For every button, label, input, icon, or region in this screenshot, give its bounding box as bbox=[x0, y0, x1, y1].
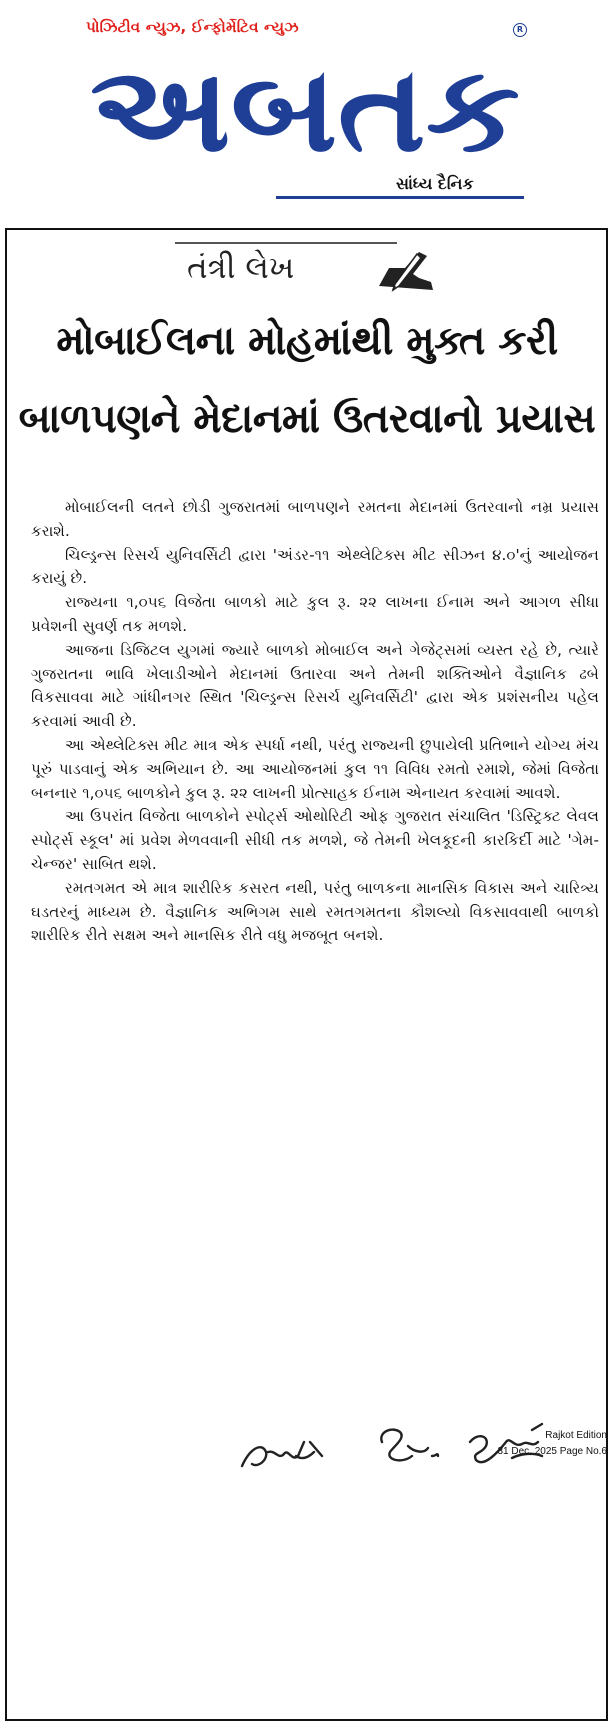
headline-line-2: બાળપણને મેદાનમાં ઉતરવાનો પ્રયાસ bbox=[18, 396, 596, 442]
newspaper-logo bbox=[80, 22, 530, 172]
section-label-text: તંત્રી લેખ bbox=[187, 250, 295, 286]
paragraph: આજના ડિજિટલ યુગમાં જ્યારે બાળકો મોબાઈલ અને ગેજેટ્સમાં વ્યસ્ત રહે છે, ત્યારે ગુજરાતના ભાવિ ખેલાડીઓને મેદાનમાં ઉતારવા અને તેમની શક્તિઓને વૈજ્ઞાનિક ઢબે વિકસાવવા માટે ગાંધીનગર સ્થિત 'ચિલ્ડ્રન્સ રિસર્ચ યુનિવર્સિટી' દ્વારા એક પ્રશંસનીય પહેલ કરવામાં આવી છે. bbox=[31, 640, 599, 731]
paragraph: રમતગમત એ માત્ર શારીરિક કસરત નથી, પરંતુ બાળકના માનસિક વિકાસ અને ચારિત્ર્ય ઘડતરનું માધ્યમ છે. વૈજ્ઞાનિક અભિગમ સાથે રમતગમતના કૌશલ્યો વિકસાવવાથી બાળકો શારીરિક રીતે સક્ષમ અને માનસિક રીતે વધુ મજબૂત બનશે. bbox=[31, 878, 599, 945]
editorial-frame bbox=[5, 228, 608, 1721]
paragraph: આ ઉપરાંત વિજેતા બાળકોને સ્પોર્ટ્સ ઓથોરિટી ઓફ ગુજરાત સંચાલિત 'ડિસ્ટ્રિક્ટ લેવલ સ્પોર્ટ્સ સ્કૂલ' માં પ્રવેશ મેળવવાની સીધી તક મળશે, જે તેમની ખેલકૂદની કારકિર્દી માટે 'ગેમ-ચેન્જર' સાબિત થશે. bbox=[31, 807, 599, 873]
paragraph: મોબાઈલની લતને છોડી ગુજરાતમાં બાળપણને રમતના મેદાનમાં ઉતરવાનો નમ્ર પ્રયાસ કરાશે. bbox=[31, 498, 599, 540]
paragraph: રાજ્યના ૧,૦૫૬ વિજેતા બાળકો માટે કુલ રૂ. ૨૨ લાખના ઈનામ અને આગળ સીધા પ્રવેશની સુવર્ણ તક મળશે. bbox=[31, 593, 599, 635]
section-label bbox=[167, 242, 467, 296]
masthead-subtitle: સાંધ્ય દૈનિક bbox=[396, 174, 474, 193]
headline-line-1: મોબાઈલના મોહમાંથી મુક્ત કરી bbox=[56, 318, 558, 364]
edition-date-page: 31 Dec, 2025 Page No.6 bbox=[497, 1446, 607, 1457]
section-label-rule bbox=[175, 242, 397, 244]
paragraph: આ એથ્લેટિક્સ મીટ માત્ર એક સ્પર્ધા નથી, પરંતુ રાજ્યની છુપાયેલી પ્રતિભાને યોગ્ય મંચ પૂરું પાડવાનું એક અભિયાન છે. આ આયોજનમાં કુલ ૧૧ વિવિધ રમતો રમાશે, જેમાં વિજેતા બનનાર ૧,૦૫૬ બાળકોને કુલ રૂ. ૨૨ લાખની પ્રોત્સાહક ઈનામ એનાયત કરવામાં આવશે. bbox=[31, 735, 599, 802]
article-body bbox=[31, 496, 599, 948]
edition-info bbox=[497, 1428, 607, 1460]
masthead-tagline: પોઝિટીવ ન્યુઝ, ઈન્ફોર્મેટિવ ન્યુઝ bbox=[86, 18, 299, 36]
masthead bbox=[0, 0, 615, 212]
paragraph: ચિલ્ડ્રન્સ રિસર્ચ યુનિવર્સિટી દ્વારા 'અંડર-૧૧ એથ્લેટિક્સ મીટ સીઝન ૪.૦'નું આયોજન કરાયું છે. bbox=[31, 545, 599, 588]
registered-mark-icon: R bbox=[513, 23, 527, 37]
masthead-divider bbox=[276, 196, 524, 199]
edition-name: Rajkot Edition bbox=[545, 1430, 607, 1441]
logo-wordmark: અબતક bbox=[90, 40, 520, 172]
pen-writing-icon bbox=[375, 246, 437, 294]
